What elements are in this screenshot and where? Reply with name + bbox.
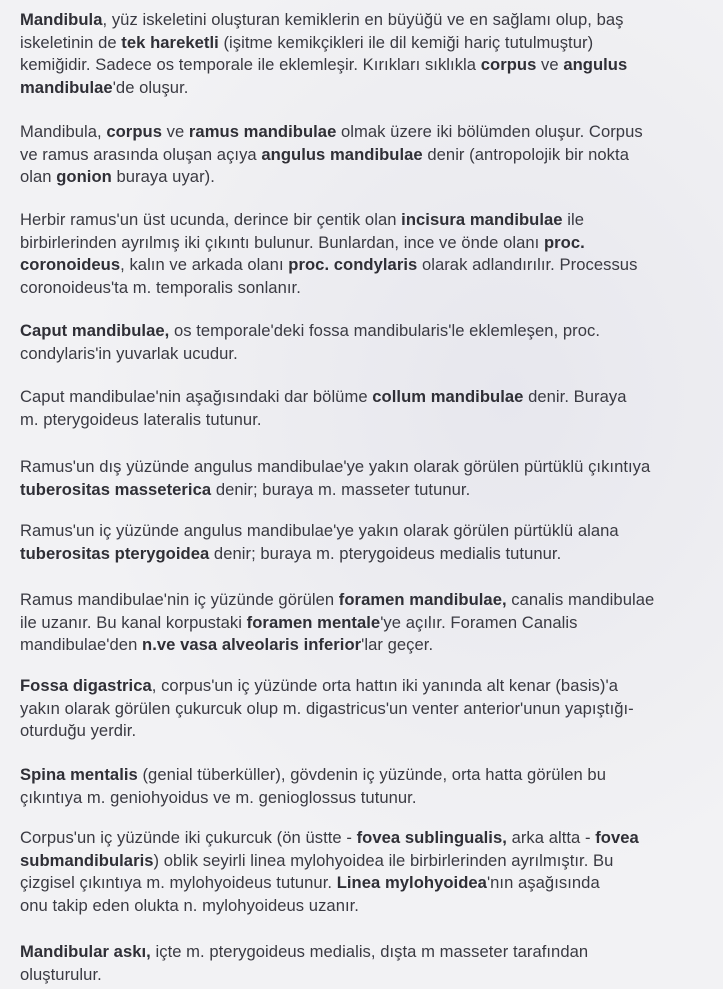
text-run: arka altta - <box>506 828 596 847</box>
text-run: , kalın ve arkada olanı <box>120 255 289 274</box>
bold-term: Spina mentalis <box>20 765 138 784</box>
paragraph-tuberositas-masseterica <box>20 456 723 501</box>
text-run: Ramus'un dış yüzünde angulus mandibulae'ye yakın olarak görülen pürtüklü çıkıntıya <box>20 457 651 476</box>
bold-term: foramen mandibulae, <box>338 590 507 609</box>
text-run: olan <box>20 167 57 186</box>
bold-term: corpus <box>106 122 162 141</box>
text-run: 'ye açılır. Foramen Canalis <box>380 612 578 632</box>
bold-term: tuberositas masseterica <box>20 479 212 499</box>
text-line <box>20 612 723 635</box>
text-line <box>20 698 723 721</box>
text-run: Herbir ramus'un üst ucunda, derince bir çentik olan <box>20 210 402 229</box>
text-line <box>20 456 723 479</box>
text-line <box>20 166 723 189</box>
text-line <box>20 343 723 366</box>
text-line <box>20 9 723 32</box>
bold-term: angulus mandibulae <box>261 144 423 164</box>
bold-term: angulus <box>563 55 628 74</box>
bold-term: proc. condylaris <box>288 255 418 274</box>
bold-term: Fossa digastrica <box>20 676 152 695</box>
text-line <box>20 409 723 432</box>
text-line <box>20 764 723 787</box>
text-run: olarak adlandırılır. Processus <box>417 255 638 274</box>
paragraph-foramen-mandibulae <box>20 589 723 657</box>
text-line <box>20 77 723 100</box>
paragraph-collum-mandibulae <box>20 386 723 431</box>
text-run: ) oblik seyirli linea mylohyoidea ile birbirlerinden ayrılmıştır. Bu <box>153 850 614 870</box>
text-line <box>20 479 723 502</box>
text-run: ve <box>536 55 564 74</box>
bold-term: foramen mentale <box>246 612 381 632</box>
bold-term: submandibularis <box>20 850 154 870</box>
text-line <box>20 277 723 300</box>
text-run: (genial tüberküller), gövdenin iç yüzünde, orta hatta görülen bu <box>137 765 606 784</box>
text-run: oturduğu yerdir. <box>20 721 137 740</box>
bold-term: Mandibular askı, <box>20 942 151 961</box>
text-line <box>20 320 723 343</box>
text-run: , yüz iskeletini oluşturan kemiklerin en büyüğü ve en sağlamı olup, baş <box>102 10 624 29</box>
text-line <box>20 895 723 918</box>
text-line <box>20 254 723 277</box>
bold-term: fovea <box>595 828 639 847</box>
text-run: (işitme kemikçikleri ile dil kemiği hariç tutulmuştur) <box>218 32 594 52</box>
bold-term: gonion <box>56 167 112 186</box>
text-run: ile uzanır. Bu kanal korpustaki <box>20 612 247 632</box>
text-run: m. pterygoideus lateralis tutunur. <box>20 409 262 429</box>
text-run: coronoideus'ta m. temporalis sonlanır. <box>20 277 301 297</box>
paragraph-mandibular-aski <box>20 941 723 986</box>
text-run: 'de oluşur. <box>112 77 189 97</box>
text-line <box>20 675 723 698</box>
bold-term: incisura mandibulae <box>401 210 563 229</box>
text-line <box>20 850 723 873</box>
text-run: mandibulae'den <box>20 635 143 654</box>
text-line <box>20 54 723 77</box>
paragraph-spina-mentalis <box>20 764 723 809</box>
paragraph-fovea <box>20 827 723 917</box>
bold-term: tek hareketli <box>121 32 219 52</box>
bold-term: Mandibula <box>20 10 103 29</box>
text-run: iskeletinin de <box>20 32 122 52</box>
text-run: denir; buraya m. pterygoideus medialis tutunur. <box>209 543 562 563</box>
text-line <box>20 121 723 144</box>
text-run: çizgisel çıkıntıya m. mylohyoideus tutunur. <box>20 873 337 892</box>
paragraph-corpus-ramus <box>20 121 723 189</box>
text-run: buraya uyar). <box>111 167 215 186</box>
text-line <box>20 543 723 566</box>
text-run: Corpus'un iç yüzünde iki çukurcuk (ön üstte - <box>20 828 357 847</box>
paragraph-incisura-mandibulae <box>20 209 723 299</box>
text-run: ve ramus arasında oluşan açıya <box>20 144 262 164</box>
text-run: Ramus'un iç yüzünde angulus mandibulae'ye yakın olarak görülen pürtüklü alana <box>20 521 619 540</box>
paragraph-tuberositas-pterygoidea <box>20 520 723 565</box>
text-line <box>20 589 723 612</box>
text-run: denir; buraya m. masseter tutunur. <box>211 479 471 499</box>
text-line <box>20 32 723 55</box>
text-line <box>20 386 723 409</box>
text-run: ile <box>562 210 584 229</box>
text-run: kemiğidir. Sadece os temporale ile eklemleşir. Kırıkları sıklıkla <box>20 55 481 74</box>
text-run: os temporale'deki fossa mandibularis'le eklemleşen, proc. <box>169 321 601 340</box>
text-run: Mandibula, <box>20 122 107 141</box>
text-run: birbirlerinden ayrılmış iki çıkıntı bulunur. Bunlardan, ince ve önde olanı <box>20 232 544 252</box>
bold-term: coronoideus <box>20 255 121 274</box>
text-run: onu takip eden olukta n. mylohyoideus uzanır. <box>20 895 359 915</box>
text-run: canalis mandibulae <box>506 590 655 609</box>
bold-term: Caput mandibulae, <box>20 321 170 340</box>
text-run: yakın olarak görülen çukurcuk olup m. digastricus'un venter anterior'unun yapıştığı- <box>20 698 634 718</box>
text-run: ve <box>161 122 189 141</box>
text-run: 'nın aşağısında <box>486 873 600 892</box>
text-run: condylaris'in yuvarlak ucudur. <box>20 343 238 363</box>
text-run: Ramus mandibulae'nin iç yüzünde görülen <box>20 590 339 609</box>
bold-term: n.ve vasa alveolaris inferior <box>142 635 362 654</box>
text-line <box>20 872 723 895</box>
bold-term: corpus <box>480 55 537 74</box>
text-run: denir (antropolojik bir nokta <box>422 144 629 164</box>
text-run: olmak üzere iki bölümden oluşur. Corpus <box>336 122 643 141</box>
text-line <box>20 720 723 743</box>
text-run: Caput mandibulae'nin aşağısındaki dar bölüme <box>20 387 373 406</box>
text-line <box>20 827 723 850</box>
bold-term: tuberositas pterygoidea <box>20 543 210 563</box>
text-line <box>20 964 723 987</box>
text-line <box>20 520 723 543</box>
text-run: 'lar geçer. <box>361 635 434 654</box>
bold-term: fovea sublingualis, <box>356 828 507 847</box>
text-line <box>20 144 723 167</box>
text-run: denir. Buraya <box>523 387 627 406</box>
text-run: oluşturulur. <box>20 964 102 984</box>
text-line <box>20 941 723 964</box>
bold-term: proc. <box>543 232 585 252</box>
text-line <box>20 209 723 232</box>
paragraph-mandibula-intro <box>20 9 723 99</box>
text-run: çıkıntıya m. geniohyoidus ve m. genioglossus tutunur. <box>20 787 417 807</box>
text-line <box>20 787 723 810</box>
paragraph-caput-mandibulae <box>20 320 723 365</box>
bold-term: mandibulae <box>20 77 113 97</box>
text-run: , corpus'un iç yüzünde orta hattın iki yanında alt kenar (basis)'a <box>151 676 618 695</box>
bold-term: ramus mandibulae <box>188 122 337 141</box>
bold-term: collum mandibulae <box>372 387 524 406</box>
text-line <box>20 232 723 255</box>
text-run: içte m. pterygoideus medialis, dışta m masseter tarafından <box>150 942 589 961</box>
text-line <box>20 634 723 657</box>
bold-term: Linea mylohyoidea <box>336 873 487 892</box>
paragraph-fossa-digastrica <box>20 675 723 743</box>
